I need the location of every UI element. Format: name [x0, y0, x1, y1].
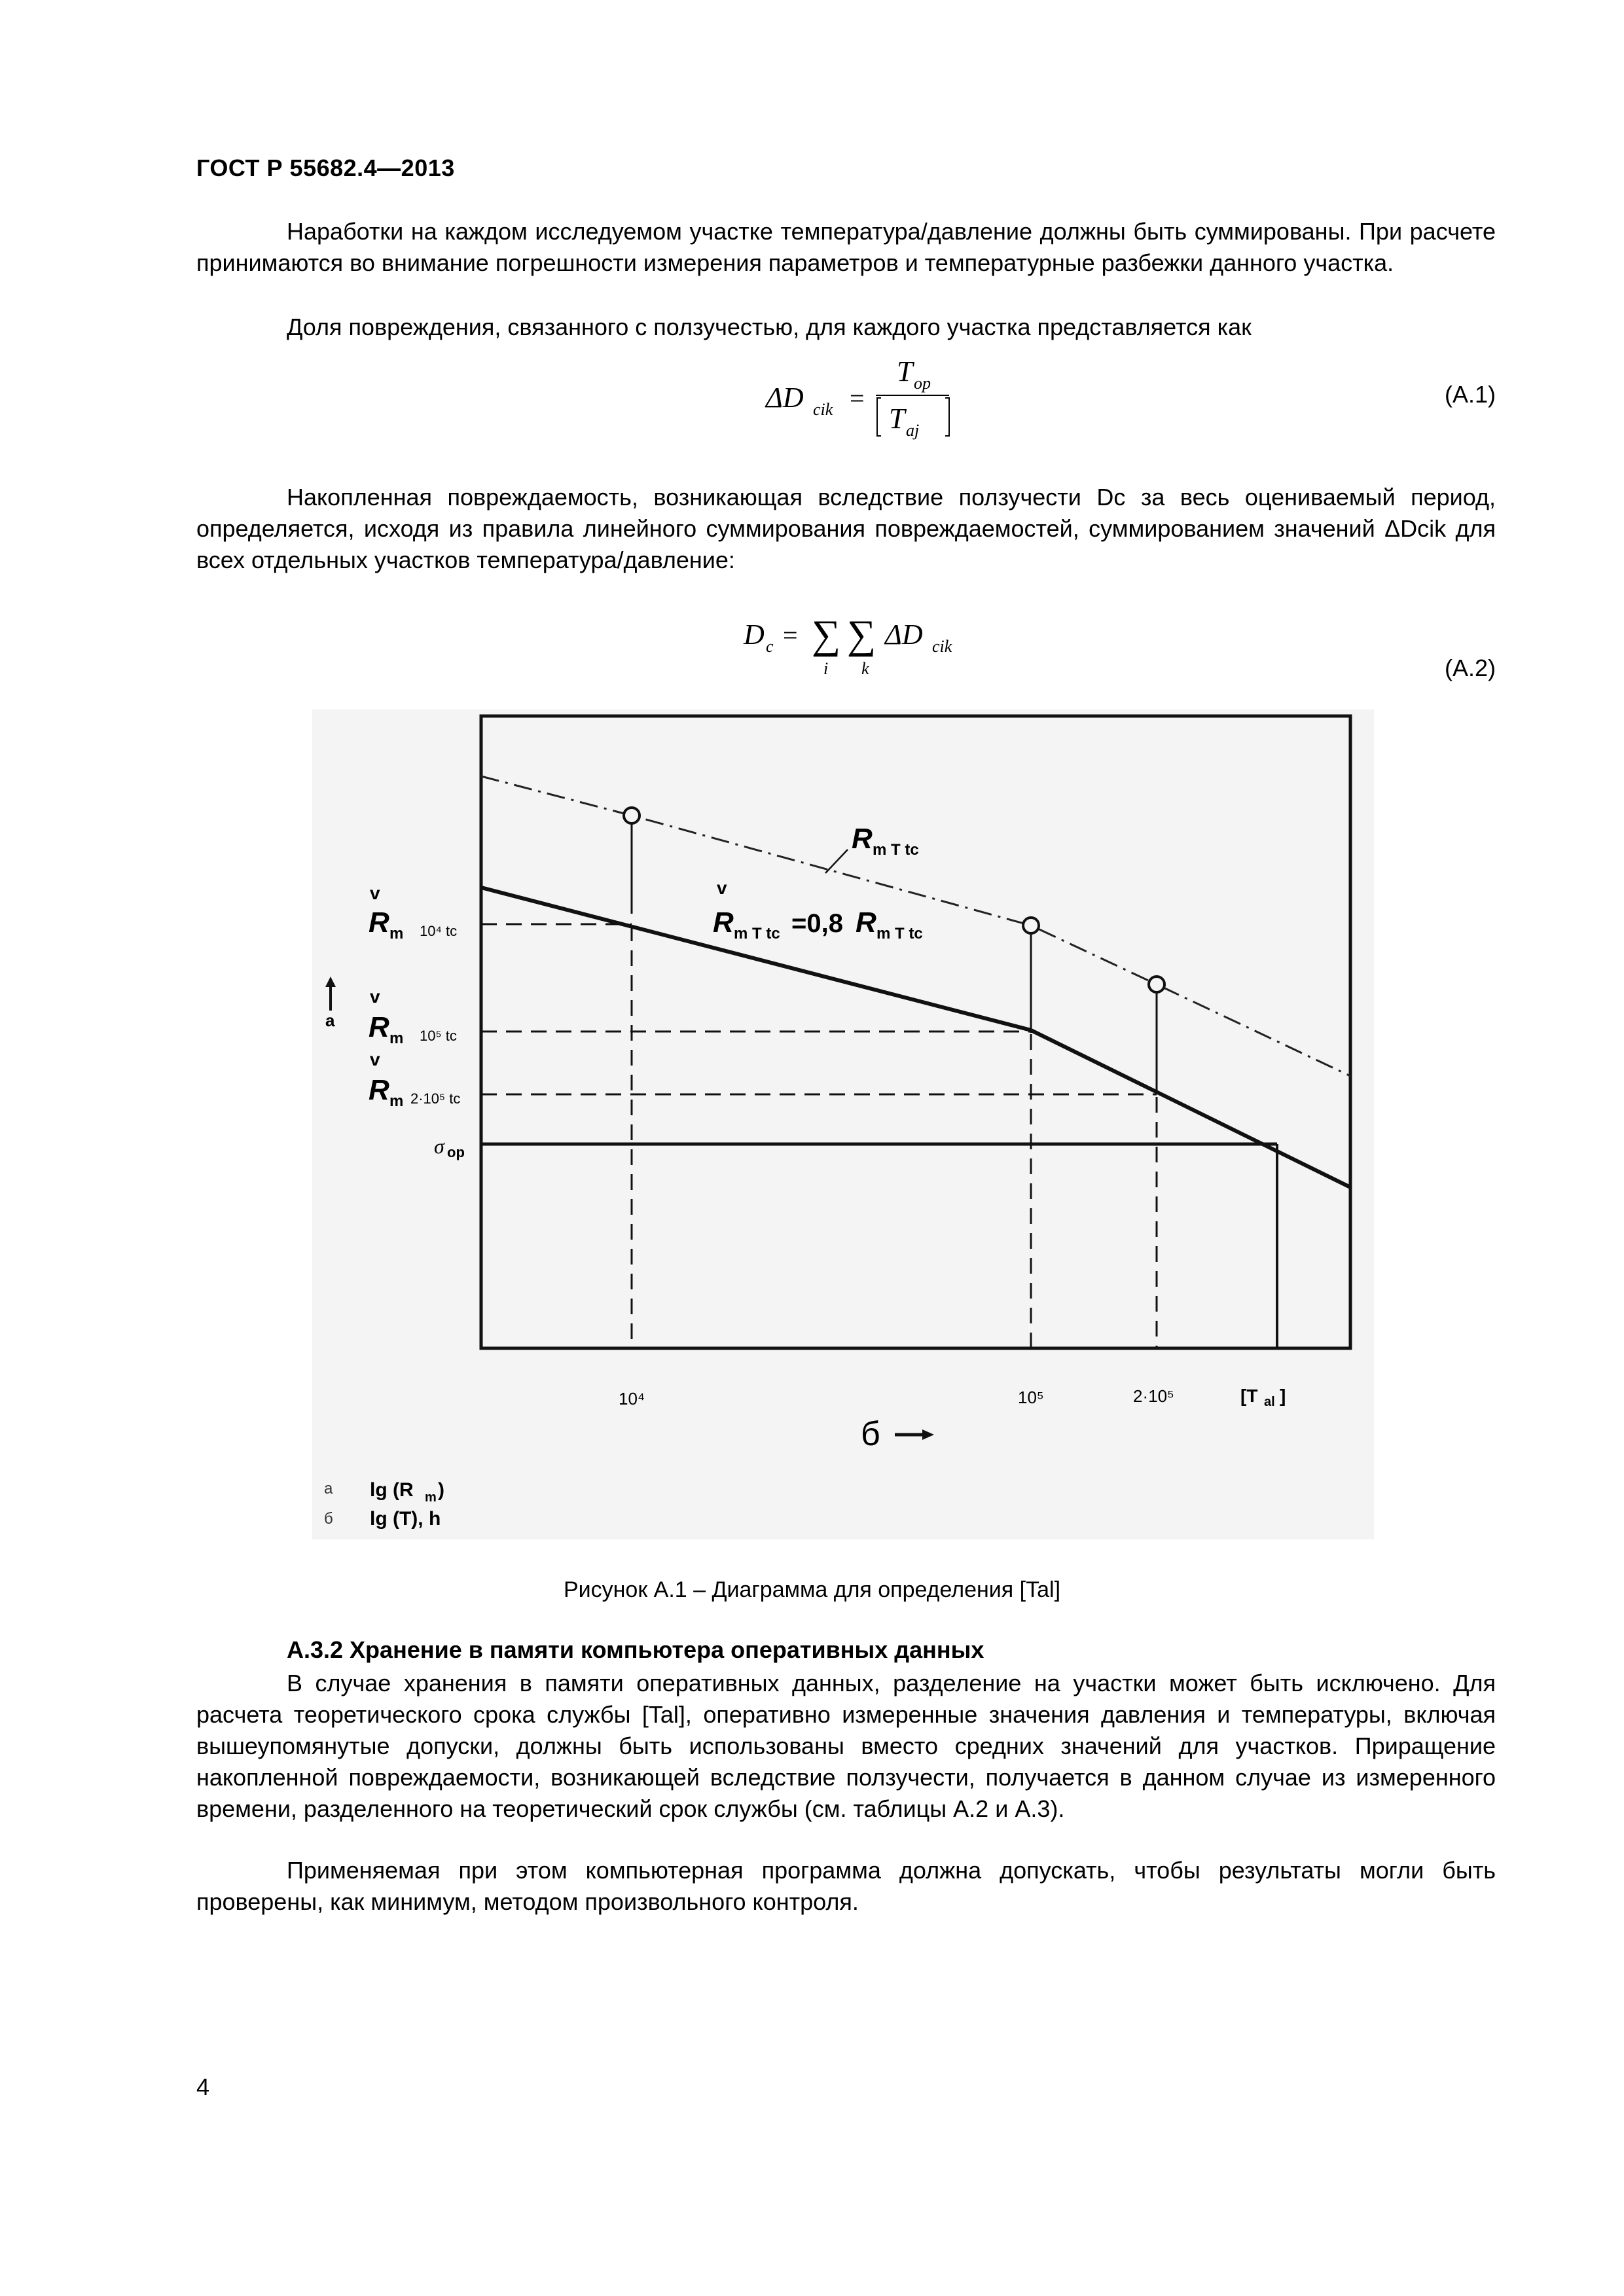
- eq1-den-sub: aj: [906, 421, 920, 440]
- legend-b-key: б: [324, 1510, 333, 1528]
- x-tick-4: [T: [1240, 1386, 1258, 1406]
- x-axis-arrow-head: [922, 1429, 934, 1440]
- x-tick-4-end: ]: [1280, 1386, 1286, 1406]
- section-title: А.3.2 Хранение в памяти компьютера оперативных данных: [287, 1636, 984, 1663]
- paragraph-2: Доля повреждения, связанного с ползучестью, для каждого участка представляется как: [287, 314, 1252, 340]
- figure-a1-diagram: [312, 709, 1374, 1539]
- eq2-sum1-index: i: [823, 659, 829, 678]
- y2-label-sub: m: [389, 1030, 404, 1047]
- eq2-term-sub: cik: [932, 637, 952, 656]
- y1-v-mark: v: [370, 883, 380, 903]
- y-axis-arrow-head: [325, 977, 336, 987]
- rupture-point-1: [624, 808, 640, 823]
- eq2-sum2-index: k: [861, 659, 869, 678]
- eq1-num-sub: op: [914, 374, 931, 393]
- y2-label-exp: 10⁵ tc: [420, 1028, 457, 1044]
- eq1-den: T: [889, 403, 905, 435]
- y1-label-sub: m: [389, 925, 404, 942]
- rm-ttc-label: R: [852, 823, 873, 855]
- legend-b-value: lg (T), h: [370, 1508, 441, 1530]
- figure-caption: Рисунок А.1 – Диаграмма для определения [Tal]: [563, 1577, 1061, 1602]
- page-number: 4: [196, 2073, 210, 2100]
- equation-a2-number: (A.2): [1444, 655, 1496, 681]
- y-axis-letter: a: [325, 1011, 335, 1030]
- rupture-point-3: [1149, 977, 1164, 992]
- y2-v-mark: v: [370, 986, 380, 1007]
- y3-label-exp: 2·10⁵ tc: [410, 1090, 461, 1107]
- rm-ttc-label-sub: m T tc: [873, 841, 919, 859]
- rupture-point-2: [1023, 918, 1039, 933]
- rm-08-label-rhs-sub: m T tc: [876, 925, 923, 942]
- y1-label: R: [369, 906, 389, 939]
- eq2-lhs: D: [744, 619, 765, 651]
- eq2-term: ΔD: [885, 619, 923, 651]
- equation-a2-formula: [740, 594, 1001, 686]
- eq2-sum1-symbol: ∑: [812, 613, 841, 657]
- y3-v-mark: v: [370, 1049, 380, 1069]
- sigma-label: σ: [434, 1134, 444, 1158]
- rm-ttc-leader: [825, 850, 848, 873]
- paragraph-1: Наработки на каждом исследуемом участке температура/давление должны быть суммированы. При расчете принимаются во внимание погрешности измерения параметров и температурные разбежки данного участка.: [196, 218, 1496, 276]
- y3-label: R: [369, 1074, 389, 1106]
- rm-08-label-sub: m T tc: [734, 925, 780, 942]
- y3-label-sub: m: [389, 1092, 404, 1110]
- y1-label-exp: 10⁴ tc: [420, 923, 458, 939]
- paragraph-4: В случае хранения в памяти оперативных данных, разделение на участки может быть исключено. Для расчета теоретического срока службы [Tal], оперативно измеренные значения давления и температуры, включая вышеупомянутые допуски, должны быть использованы вместо средних значений для участков. Приращение накопленной повреждаемости, возникающей вследствие ползучести, получается в данном случае из измеренного времени, разделенного на теоретический срок службы (см. таблицы А.2 и А.3).: [196, 1670, 1496, 1822]
- x-tick-1: 10⁴: [619, 1389, 645, 1408]
- document-header: ГОСТ Р 55682.4—2013: [196, 154, 455, 181]
- x-tick-4-sub: al: [1264, 1395, 1275, 1409]
- legend-a-key: a: [324, 1480, 333, 1498]
- eq1-equals: =: [850, 384, 865, 413]
- legend-a-sub: m: [425, 1490, 437, 1505]
- rm-08-label-eq: =0,8: [791, 909, 843, 938]
- eq2-sum2-symbol: ∑: [847, 613, 876, 657]
- paragraph-3: Накопленная повреждаемость, возникающая вследствие ползучести Dᴄ за весь оцениваемый период, определяется, исходя из правила линейного суммирования повреждаемостей, суммированием значений ΔDcik для всех отдельных участков температура/давление:: [196, 484, 1496, 573]
- legend-a-value: lg (R: [370, 1479, 414, 1501]
- equation-a1-formula: [759, 348, 969, 446]
- eq2-equals: =: [783, 620, 798, 650]
- figure-a1: [312, 709, 1374, 1539]
- eq1-right-bracket: [945, 398, 949, 436]
- rm-08-label: R: [713, 906, 734, 939]
- eq1-num: T: [897, 355, 913, 387]
- y2-label: R: [369, 1011, 389, 1043]
- eq1-left-bracket: [877, 398, 881, 436]
- x-tick-3: 2·10⁵: [1133, 1386, 1174, 1406]
- eq1-lhs: ΔD: [766, 382, 804, 414]
- rm-08-v-mark: v: [717, 878, 727, 898]
- equation-a1-number: (A.1): [1444, 381, 1496, 408]
- x-tick-2: 10⁵: [1018, 1388, 1044, 1407]
- eq2-lhs-sub: c: [766, 637, 774, 656]
- rm-08-label-rhs: R: [856, 906, 876, 939]
- paragraph-5: Применяемая при этом компьютерная программа должна допускать, чтобы результаты могли быть проверены, как минимум, методом произвольного контроля.: [196, 1857, 1496, 1915]
- sigma-label-sub: op: [447, 1144, 465, 1160]
- x-axis-letter: б: [861, 1415, 880, 1453]
- legend-a-end: ): [438, 1479, 444, 1501]
- eq1-lhs-sub: cik: [813, 400, 833, 419]
